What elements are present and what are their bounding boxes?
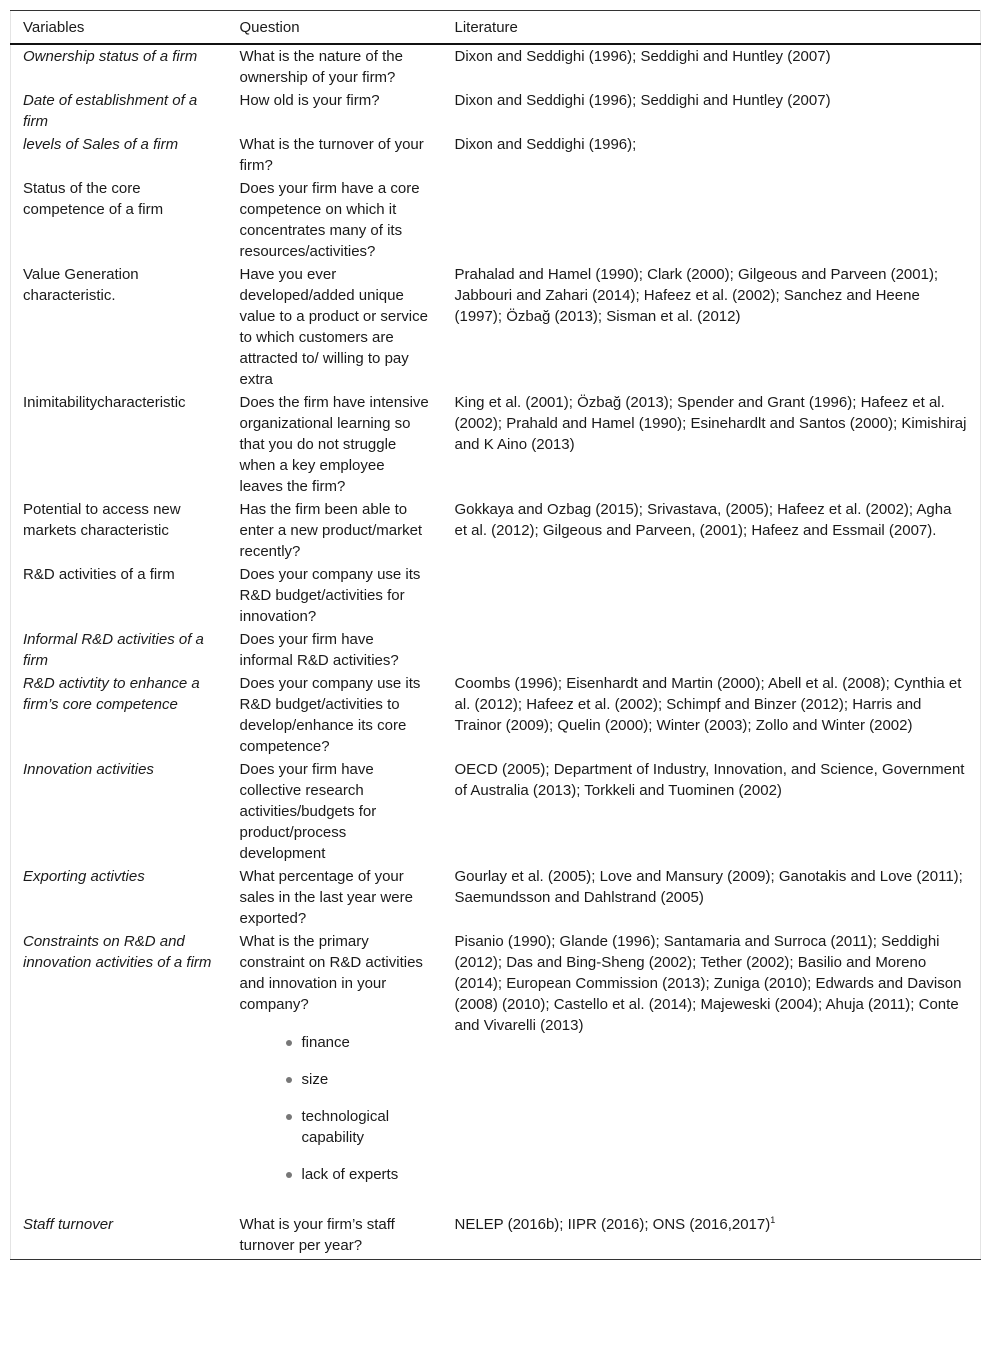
variable-cell-text: Date of establishment of a firm <box>23 92 198 130</box>
question-cell-text: What is the nature of the ownership of your firm? <box>239 48 403 86</box>
literature-cell <box>443 563 981 628</box>
literature-cell-text: Dixon and Seddighi (1996); Seddighi and Huntley (2007) <box>454 92 831 109</box>
variable-cell-text: Innovation activities <box>23 761 154 778</box>
variable-cell-text: R&D activtity to enhance a firm’s core competence <box>23 675 200 713</box>
literature-cell <box>443 391 981 498</box>
literature-cell-text: King et al. (2001); Özbağ (2013); Spender and Grant (1996); Hafeez et al. (2002); Prahald and Hamel (1990); Esinehardlt and Santos (2000); Kimishiraj and K Aino (2013) <box>454 394 967 453</box>
table-row <box>11 89 981 133</box>
question-cell <box>228 391 443 498</box>
variables-table <box>10 10 981 1260</box>
variable-cell-text: Inimitabilitycharacteristic <box>23 394 186 411</box>
question-cell <box>228 865 443 930</box>
table-row <box>11 865 981 930</box>
literature-cell-text: Dixon and Seddighi (1996); Seddighi and Huntley (2007) <box>454 48 831 65</box>
variable-cell <box>11 563 228 628</box>
question-cell-text: What is your firm’s staff turnover per year? <box>239 1216 395 1254</box>
option-item: finance <box>302 1032 431 1053</box>
literature-cell <box>443 930 981 1214</box>
literature-cell <box>443 865 981 930</box>
literature-cell-text: NELEP (2016b); IIPR (2016); ONS (2016,2017) <box>454 1216 771 1233</box>
question-cell <box>228 177 443 263</box>
literature-cell-text: Coombs (1996); Eisenhardt and Martin (2000); Abell et al. (2008); Cynthia et al. (2012); Hafeez et al. (2002); Schimpf and Binzer (2012); Harris and Trainor (2009); Quelin (2000); Winter (2003); Zollo and Winter (2002) <box>454 675 962 734</box>
variable-cell <box>11 865 228 930</box>
question-cell-text: What is the primary constraint on R&D activities and innovation in your company? <box>239 933 423 1013</box>
question-cell-text: Have you ever developed/added unique value to a product or service to which customers are attracted to/ willing to pay extra <box>239 266 428 388</box>
variable-cell-text: Status of the core competence of a firm <box>23 180 164 218</box>
variable-cell <box>11 758 228 865</box>
literature-cell-text: OECD (2005); Department of Industry, Innovation, and Science, Government of Australia (2013); Torkkeli and Tuominen (2002) <box>454 761 965 799</box>
table-row <box>11 391 981 498</box>
variable-cell <box>11 263 228 391</box>
variable-cell <box>11 177 228 263</box>
literature-cell <box>443 498 981 563</box>
option-item: size <box>302 1069 431 1090</box>
question-cell-text: Does your company use its R&D budget/activities for innovation? <box>239 566 421 625</box>
literature-cell-text: Dixon and Seddighi (1996); <box>454 136 637 153</box>
question-cell <box>228 628 443 672</box>
table-row <box>11 563 981 628</box>
header-variables: Variables <box>11 11 228 45</box>
question-cell <box>228 563 443 628</box>
literature-cell <box>443 628 981 672</box>
question-cell <box>228 89 443 133</box>
question-cell-text: Does your firm have collective research activities/budgets for product/process development <box>239 761 377 862</box>
literature-cell <box>443 177 981 263</box>
variable-cell-text: Potential to access new markets characteristic <box>23 501 181 539</box>
header-row <box>11 11 981 45</box>
question-cell <box>228 498 443 563</box>
variable-cell-text: Value Generation characteristic. <box>23 266 139 304</box>
variable-cell-text: Staff turnover <box>23 1216 114 1233</box>
variable-cell-text: Exporting activties <box>23 868 145 885</box>
question-cell-text: What is the turnover of your firm? <box>239 136 424 174</box>
literature-cell-text: Prahalad and Hamel (1990); Clark (2000); Gilgeous and Parveen (2001); Jabbouri and Zahari (2014); Hafeez et al. (2002); Sanchez and Heene (1997); Özbağ (2013); Sisman et al. (2012) <box>454 266 939 325</box>
variable-cell <box>11 498 228 563</box>
table-row <box>11 672 981 758</box>
question-cell <box>228 263 443 391</box>
literature-cell <box>443 1214 981 1260</box>
table-row <box>11 177 981 263</box>
literature-cell-text: Gokkaya and Ozbag (2015); Srivastava, (2005); Hafeez et al. (2002); Agha et al. (2012); Gilgeous and Parveen, (2001); Hafeez and Essmail (2007). <box>454 501 952 539</box>
question-cell <box>228 133 443 177</box>
literature-cell <box>443 672 981 758</box>
table-row <box>11 930 981 1214</box>
options-list <box>240 1032 431 1185</box>
variable-cell <box>11 628 228 672</box>
variable-cell-text: levels of Sales of a firm <box>23 136 179 153</box>
table-row <box>11 758 981 865</box>
variable-cell-text: R&D activities of a firm <box>23 566 175 583</box>
table-row <box>11 498 981 563</box>
literature-cell <box>443 133 981 177</box>
literature-cell <box>443 89 981 133</box>
header-question: Question <box>228 11 443 45</box>
literature-cell <box>443 758 981 865</box>
variable-cell-text: Informal R&D activities of a firm <box>23 631 204 669</box>
option-item: technological capability <box>302 1106 431 1148</box>
table-row <box>11 133 981 177</box>
table-row <box>11 1214 981 1260</box>
header-literature: Literature <box>443 11 981 45</box>
variable-cell-text: Ownership status of a firm <box>23 48 198 65</box>
question-cell <box>228 672 443 758</box>
option-item: lack of experts <box>302 1164 431 1185</box>
variable-cell-text: Constraints on R&D and innovation activities of a firm <box>23 933 212 971</box>
literature-cell-text: Gourlay et al. (2005); Love and Mansury (2009); Ganotakis and Love (2011); Saemundsson and Dahlstrand (2005) <box>454 868 963 906</box>
variable-cell <box>11 89 228 133</box>
variable-cell <box>11 391 228 498</box>
table-row <box>11 263 981 391</box>
table-row <box>11 44 981 89</box>
question-cell <box>228 44 443 89</box>
variable-cell <box>11 930 228 1214</box>
variable-cell <box>11 133 228 177</box>
question-cell-text: Does your company use its R&D budget/activities to develop/enhance its core competence? <box>239 675 421 755</box>
question-cell-text: Does your firm have informal R&D activities? <box>239 631 399 669</box>
literature-cell <box>443 263 981 391</box>
question-cell <box>228 758 443 865</box>
literature-cell-text: Pisanio (1990); Glande (1996); Santamaria and Surroca (2011); Seddighi (2012); Das and Bing-Sheng (2002); Tether (2002); Basilio and Moreno (2014); European Commission (2013); Zuniga (2010); Edwards and Davison (2008) (2010); Castello et al. (2014); Majeweski (2004); Ahuja (2011); Conte and Vivarelli (2013) <box>454 933 962 1034</box>
question-cell-text: Has the firm been able to enter a new product/market recently? <box>239 501 423 560</box>
footnote-marker[interactable]: 1 <box>770 1215 776 1225</box>
table-row <box>11 628 981 672</box>
variable-cell <box>11 1214 228 1260</box>
variable-cell <box>11 44 228 89</box>
literature-cell <box>443 44 981 89</box>
variable-cell <box>11 672 228 758</box>
question-cell <box>228 1214 443 1260</box>
question-cell-text: Does the firm have intensive organizational learning so that you do not struggle when a key employee leaves the firm? <box>239 394 429 495</box>
question-cell-text: How old is your firm? <box>239 92 380 109</box>
question-cell <box>228 930 443 1214</box>
question-cell-text: Does your firm have a core competence on which it concentrates many of its resources/activities? <box>239 180 420 260</box>
question-cell-text: What percentage of your sales in the last year were exported? <box>239 868 413 927</box>
